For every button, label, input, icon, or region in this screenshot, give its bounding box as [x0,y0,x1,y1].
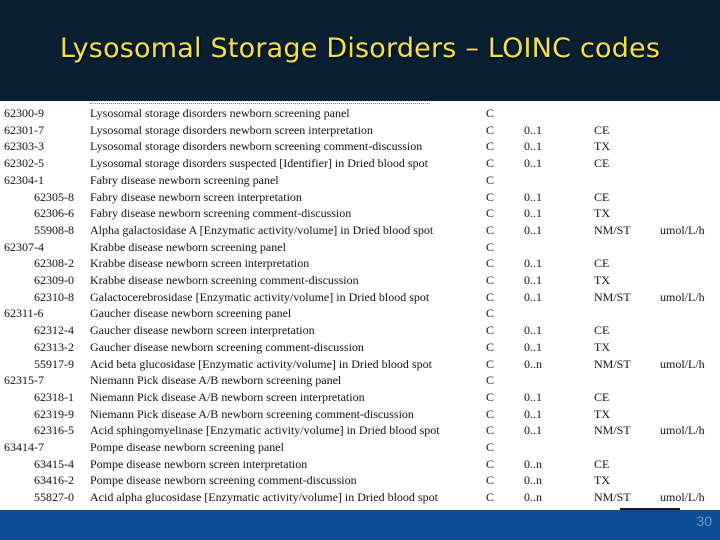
loinc-code-cell: 62307-4 [4,239,44,254]
table-row [0,422,720,439]
cardinality-cell [524,372,594,389]
loinc-code-table-image [0,101,720,510]
loinc-code-cell: 62312-4 [34,323,74,338]
table-row [0,322,720,339]
cardinality-cell: 0..1 [524,289,542,304]
data-type-cell [594,172,660,189]
loinc-code-cell: 63416-2 [34,473,74,488]
loinc-code-cell: 63415-4 [34,456,74,471]
cardinality-cell: 0..n [524,356,542,371]
data-type-cell: NM/ST [594,490,631,505]
cardinality-cell: 0..1 [524,189,542,204]
cardinality-cell [524,239,594,256]
requirement-cell: C [486,206,495,221]
cardinality-cell: 0..1 [524,122,542,137]
component-name-cell: Pompe disease newborn screening comment-discussion [90,473,357,488]
component-name-cell: Krabbe disease newborn screening comment-discussion [90,273,359,288]
unit-cell [660,439,720,456]
component-name-cell: Pompe disease newborn screening panel [90,440,284,455]
component-name-cell: Lysosomal storage disorders newborn screening panel [90,106,350,120]
data-type-cell: TX [594,406,610,421]
table-row [0,255,720,272]
loinc-code-cell: 62304-1 [4,172,44,187]
requirement-cell: C [486,156,495,171]
data-type-cell: CE [594,256,610,271]
cardinality-cell: 0..1 [524,273,542,288]
component-name-cell: Niemann Pick disease A/B newborn screening panel [90,373,342,388]
requirement-cell: C [486,490,495,505]
cardinality-cell: 0..1 [524,406,542,421]
unit-cell [660,339,720,356]
unit-cell [660,456,720,473]
data-type-cell: CE [594,189,610,204]
cropped-text-line [90,101,430,104]
unit-cell [660,138,720,155]
loinc-code-cell: 62308-2 [34,256,74,271]
requirement-cell: C [486,440,495,455]
component-name-cell: Acid alpha glucosidase [Enzymatic activity/volume] in Dried blood spot [90,490,438,505]
data-type-cell: NM/ST [594,289,631,304]
requirement-cell: C [486,406,495,421]
loinc-code-cell: 63414-7 [4,440,44,455]
unit-cell [660,389,720,406]
component-name-cell: Gaucher disease newborn screening comment-discussion [90,339,364,354]
table-row [0,472,720,489]
component-name-cell: Fabry disease newborn screening comment-discussion [90,206,352,221]
unit-cell: umol/L/h [660,222,705,237]
table-row [0,138,720,155]
cardinality-cell [524,172,594,189]
requirement-cell: C [486,323,495,338]
component-name-cell: Lysosomal storage disorders newborn screening comment-discussion [90,139,423,154]
requirement-cell: C [486,356,495,371]
data-type-cell: CE [594,122,610,137]
loinc-code-cell: 62306-6 [34,206,74,221]
component-name-cell: Pompe disease newborn screen interpretation [90,456,308,471]
footer-accent [620,508,680,510]
requirement-cell: C [486,423,495,438]
table-row [0,339,720,356]
component-name-cell: Niemann Pick disease A/B newborn screening comment-discussion [90,406,414,421]
cardinality-cell: 0..1 [524,139,542,154]
data-type-cell: CE [594,389,610,404]
unit-cell [660,255,720,272]
cardinality-cell: 0..1 [524,206,542,221]
requirement-cell: C [486,256,495,271]
requirement-cell: C [486,456,495,471]
cardinality-cell: 0..n [524,490,542,505]
cardinality-cell: 0..1 [524,256,542,271]
data-type-cell [594,305,660,322]
data-type-cell: TX [594,473,610,488]
table-row [0,272,720,289]
component-name-cell: Alpha galactosidase A [Enzymatic activity/volume] in Dried blood spot [90,222,434,237]
table-row [0,356,720,373]
component-name-cell: Fabry disease newborn screen interpretation [90,189,302,204]
requirement-cell: C [486,189,495,204]
cardinality-cell: 0..n [524,456,542,471]
cardinality-cell: 0..n [524,473,542,488]
component-name-cell: Acid sphingomyelinase [Enzymatic activity/volume] in Dried blood spot [90,423,440,438]
requirement-cell: C [486,106,495,120]
table-row [0,456,720,473]
component-name-cell: Lysosomal storage disorders newborn screen interpretation [90,122,373,137]
component-name-cell: Gaucher disease newborn screen interpretation [90,323,315,338]
requirement-cell: C [486,222,495,237]
unit-cell: umol/L/h [660,289,705,304]
table-row [0,105,720,122]
loinc-code-table [0,105,720,506]
table-row [0,189,720,206]
requirement-cell: C [486,273,495,288]
table-row [0,172,720,189]
unit-cell [660,406,720,423]
cardinality-cell [524,305,594,322]
table-row [0,439,720,456]
data-type-cell: TX [594,339,610,354]
data-type-cell [594,105,660,122]
loinc-code-cell: 62310-8 [34,289,74,304]
table-row [0,289,720,306]
slide-title: Lysosomal Storage Disorders – LOINC codes [59,33,661,64]
unit-cell [660,189,720,206]
component-name-cell: Acid beta glucosidase [Enzymatic activity/volume] in Dried blood spot [90,356,432,371]
unit-cell [660,322,720,339]
table-row [0,122,720,139]
unit-cell [660,272,720,289]
requirement-cell: C [486,139,495,154]
loinc-code-cell: 55908-8 [34,222,74,237]
table-row [0,239,720,256]
data-type-cell: CE [594,456,610,471]
loinc-code-cell: 62301-7 [4,122,44,137]
data-type-cell: TX [594,273,610,288]
cardinality-cell: 0..1 [524,423,542,438]
component-name-cell: Niemann Pick disease A/B newborn screen interpretation [90,389,365,404]
cardinality-cell: 0..1 [524,323,542,338]
unit-cell [660,205,720,222]
table-row [0,489,720,506]
loinc-code-cell: 62309-0 [34,273,74,288]
data-type-cell: CE [594,323,610,338]
component-name-cell: Krabbe disease newborn screening panel [90,239,286,254]
table-row [0,222,720,239]
cardinality-cell [524,439,594,456]
page-number: 30 [696,513,712,529]
unit-cell [660,305,720,322]
cardinality-cell: 0..1 [524,156,542,171]
requirement-cell: C [486,389,495,404]
requirement-cell: C [486,339,495,354]
data-type-cell: CE [594,156,610,171]
cardinality-cell: 0..1 [524,222,542,237]
requirement-cell: C [486,306,495,321]
loinc-code-cell: 62302-5 [4,156,44,171]
component-name-cell: Lysosomal storage disorders suspected [Identifier] in Dried blood spot [90,156,428,171]
data-type-cell [594,439,660,456]
unit-cell [660,172,720,189]
data-type-cell: TX [594,139,610,154]
table-row [0,205,720,222]
unit-cell [660,239,720,256]
unit-cell [660,122,720,139]
loinc-code-cell: 62305-8 [34,189,74,204]
loinc-code-cell: 55917-9 [34,356,74,371]
footer-bar [0,510,720,540]
data-type-cell: NM/ST [594,356,631,371]
requirement-cell: C [486,172,495,187]
loinc-code-cell: 62319-9 [34,406,74,421]
loinc-code-cell: 62303-3 [4,139,44,154]
requirement-cell: C [486,239,495,254]
table-row [0,305,720,322]
component-name-cell: Krabbe disease newborn screen interpretation [90,256,310,271]
table-row [0,389,720,406]
cardinality-cell: 0..1 [524,389,542,404]
data-type-cell: NM/ST [594,423,631,438]
data-type-cell [594,239,660,256]
table-row [0,406,720,423]
component-name-cell: Gaucher disease newborn screening panel [90,306,292,321]
unit-cell [660,372,720,389]
unit-cell [660,155,720,172]
requirement-cell: C [486,473,495,488]
unit-cell [660,472,720,489]
loinc-code-cell: 62313-2 [34,339,74,354]
unit-cell: umol/L/h [660,423,705,438]
data-type-cell: TX [594,206,610,221]
unit-cell: umol/L/h [660,490,705,505]
requirement-cell: C [486,122,495,137]
loinc-code-cell: 62311-6 [4,306,44,321]
table-row [0,372,720,389]
loinc-code-cell: 62300-9 [4,106,44,120]
requirement-cell: C [486,373,495,388]
cardinality-cell [524,105,594,122]
component-name-cell: Galactocerebrosidase [Enzymatic activity/volume] in Dried blood spot [90,289,430,304]
loinc-code-cell: 62315-7 [4,373,44,388]
unit-cell [660,105,720,122]
data-type-cell: NM/ST [594,222,631,237]
cardinality-cell: 0..1 [524,339,542,354]
loinc-code-cell: 62316-5 [34,423,74,438]
component-name-cell: Fabry disease newborn screening panel [90,172,279,187]
unit-cell: umol/L/h [660,356,705,371]
loinc-code-cell: 55827-0 [34,490,74,505]
requirement-cell: C [486,289,495,304]
table-row [0,155,720,172]
loinc-code-cell: 62318-1 [34,389,74,404]
data-type-cell [594,372,660,389]
